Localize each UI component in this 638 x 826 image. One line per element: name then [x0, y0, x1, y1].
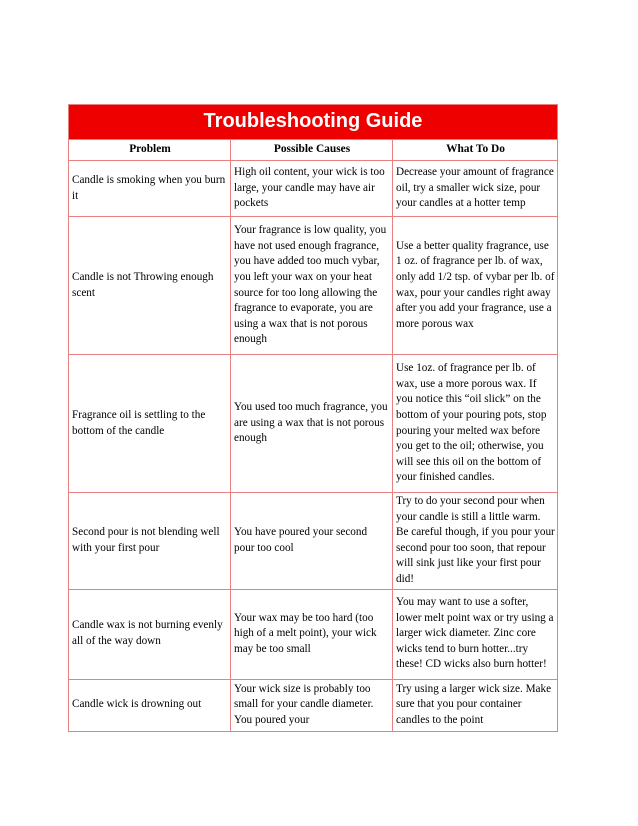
solution-cell: Decrease your amount of fragrance oil, try a smaller wick size, pour your candles at a hotter temp: [393, 161, 558, 217]
problem-cell: Candle is smoking when you burn it: [69, 161, 231, 217]
causes-cell: Your fragrance is low quality, you have not used enough fragrance, you have added too much vybar, you left your wax on your heat source for too long allowing the fragrance to evaporate, you are using a wax that is not porous enough: [231, 217, 393, 355]
causes-cell: Your wick size is probably too small for your candle diameter. You poured your: [231, 679, 393, 731]
table-row: [69, 217, 558, 355]
solution-cell: Try to do your second pour when your candle is still a little warm. Be careful though, if you pour your second pour too soon, that repour will sink just like your first pour did!: [393, 493, 558, 590]
causes-cell: High oil content, your wick is too large, your candle may have air pockets: [231, 161, 393, 217]
table-row: [69, 161, 558, 217]
causes-cell: Your wax may be too hard (too high of a melt point), your wick may be too small: [231, 589, 393, 679]
table-title: Troubleshooting Guide: [69, 105, 558, 140]
causes-cell: You used too much fragrance, you are using a wax that is not porous enough: [231, 355, 393, 493]
causes-cell: You have poured your second pour too cool: [231, 493, 393, 590]
problem-cell: Fragrance oil is settling to the bottom of the candle: [69, 355, 231, 493]
problem-cell: Candle wax is not burning evenly all of the way down: [69, 589, 231, 679]
troubleshooting-table: [68, 104, 558, 732]
solution-cell: Try using a larger wick size. Make sure that you pour container candles to the point: [393, 679, 558, 731]
problem-cell: Candle is not Throwing enough scent: [69, 217, 231, 355]
table-row: [69, 589, 558, 679]
table-row: [69, 355, 558, 493]
table-row: [69, 679, 558, 731]
problem-cell: Second pour is not blending well with your first pour: [69, 493, 231, 590]
solution-cell: Use 1oz. of fragrance per lb. of wax, use a more porous wax. If you notice this “oil slick” on the bottom of your pouring pots, stop pouring your melted wax before you get to the oil; otherwise, you will see this oil on the bottom of your finished candles.: [393, 355, 558, 493]
solution-cell: Use a better quality fragrance, use 1 oz. of fragrance per lb. of wax, only add 1/2 tsp. of vybar per lb. of wax, pour your candles right away after you add your fragrance, use a more porous wax: [393, 217, 558, 355]
problem-cell: Candle wick is drowning out: [69, 679, 231, 731]
header-possible-causes: Possible Causes: [231, 140, 393, 161]
header-what-to-do: What To Do: [393, 140, 558, 161]
table-row: [69, 493, 558, 590]
solution-cell: You may want to use a softer, lower melt point wax or try using a larger wick diameter. Zinc core wicks tend to burn hotter...try these! CD wicks also burn hotter!: [393, 589, 558, 679]
header-problem: Problem: [69, 140, 231, 161]
